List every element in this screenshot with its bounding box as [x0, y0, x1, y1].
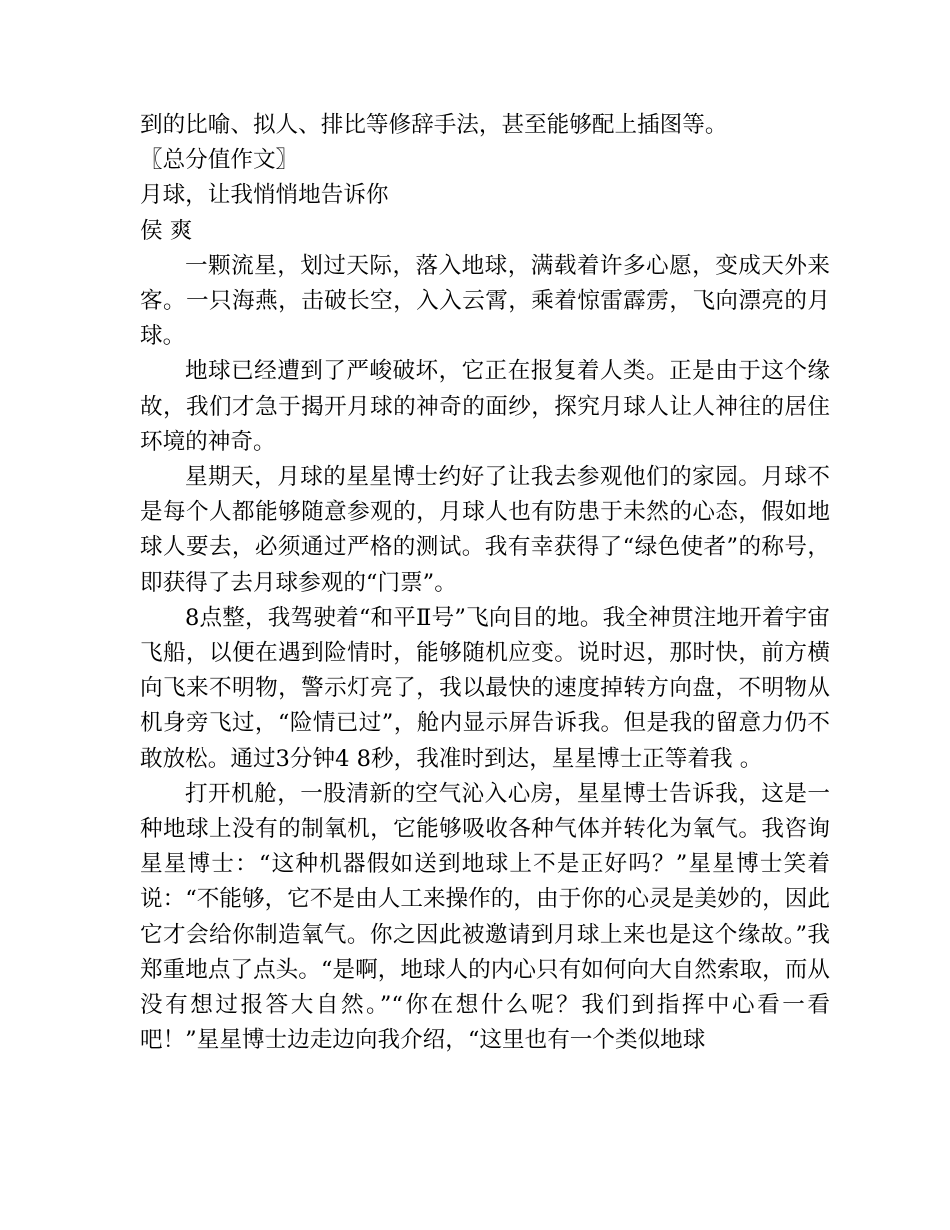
paragraph-4: 8点整，我驾驶着“和平Ⅱ号”飞向目的地。我全神贯注地开着宇宙飞船，以便在遇到险情时，能够随机应变。说时迟，那时快，前方横向飞来不明物，警示灯亮了，我以最快的速度掉转方向盘，不明物从机身旁飞过，“险情已过”，舱内显示屏告诉我。但是我的留意力仍不敢放松。通过3分钟4 8秒，我准时到达，星星博士正等着我 。 — [140, 604, 830, 772]
document-page — [140, 108, 830, 1058]
paragraph-5: 打开机舱，一股清新的空气沁入心房，星星博士告诉我，这是一种地球上没有的制氧机，它能够吸收各种气体并转化为氧气。我咨询星星博士：“这种机器假如送到地球上不是正好吗？”星星博士笑着说：“不能够，它不是由人工来操作的，由于你的心灵是美妙的，因此它才会给你制造氧气。你之因此被邀请到月球上来也是这个缘故。”我郑重地点了点头。“是啊，地球人的内心只有如何向大自然索取，而从没有想过报答大自然。”“你在想什么呢？我们到指挥中心看一看吧！”星星博士边走边向我介绍，“这里也有一个类似地球 — [140, 780, 830, 1054]
paragraph-1: 一颗流星，划过天际，落入地球，满载着许多心愿，变成天外来客。一只海燕，击破长空，入入云霄，乘着惊雷霹雳，飞向漂亮的月球。 — [140, 252, 830, 350]
intro-continuation: 到的比喻、拟人、排比等修辞手法，甚至能够配上插图等。 — [140, 112, 728, 138]
section-label: 〖总分值作文〗 — [140, 147, 299, 174]
paragraph-3: 星期天，月球的星星博士约好了让我去参观他们的家园。月球不是每个人都能够随意参观的，月球人也有防患于未然的心态，假如地球人要去，必须通过严格的测试。我有幸获得了“绿色使者”的称号，即获得了去月球参观的“门票”。 — [140, 464, 830, 596]
paragraph-2: 地球已经遭到了严峻破坏，它正在报复着人类。正是由于这个缘故，我们才急于揭开月球的神奇的面纱，探究月球人让人神往的居住环境的神奇。 — [140, 358, 830, 455]
essay-author: 侯 爽 — [140, 217, 193, 244]
essay-title: 月球，让我悄悄地告诉你 — [140, 182, 389, 209]
